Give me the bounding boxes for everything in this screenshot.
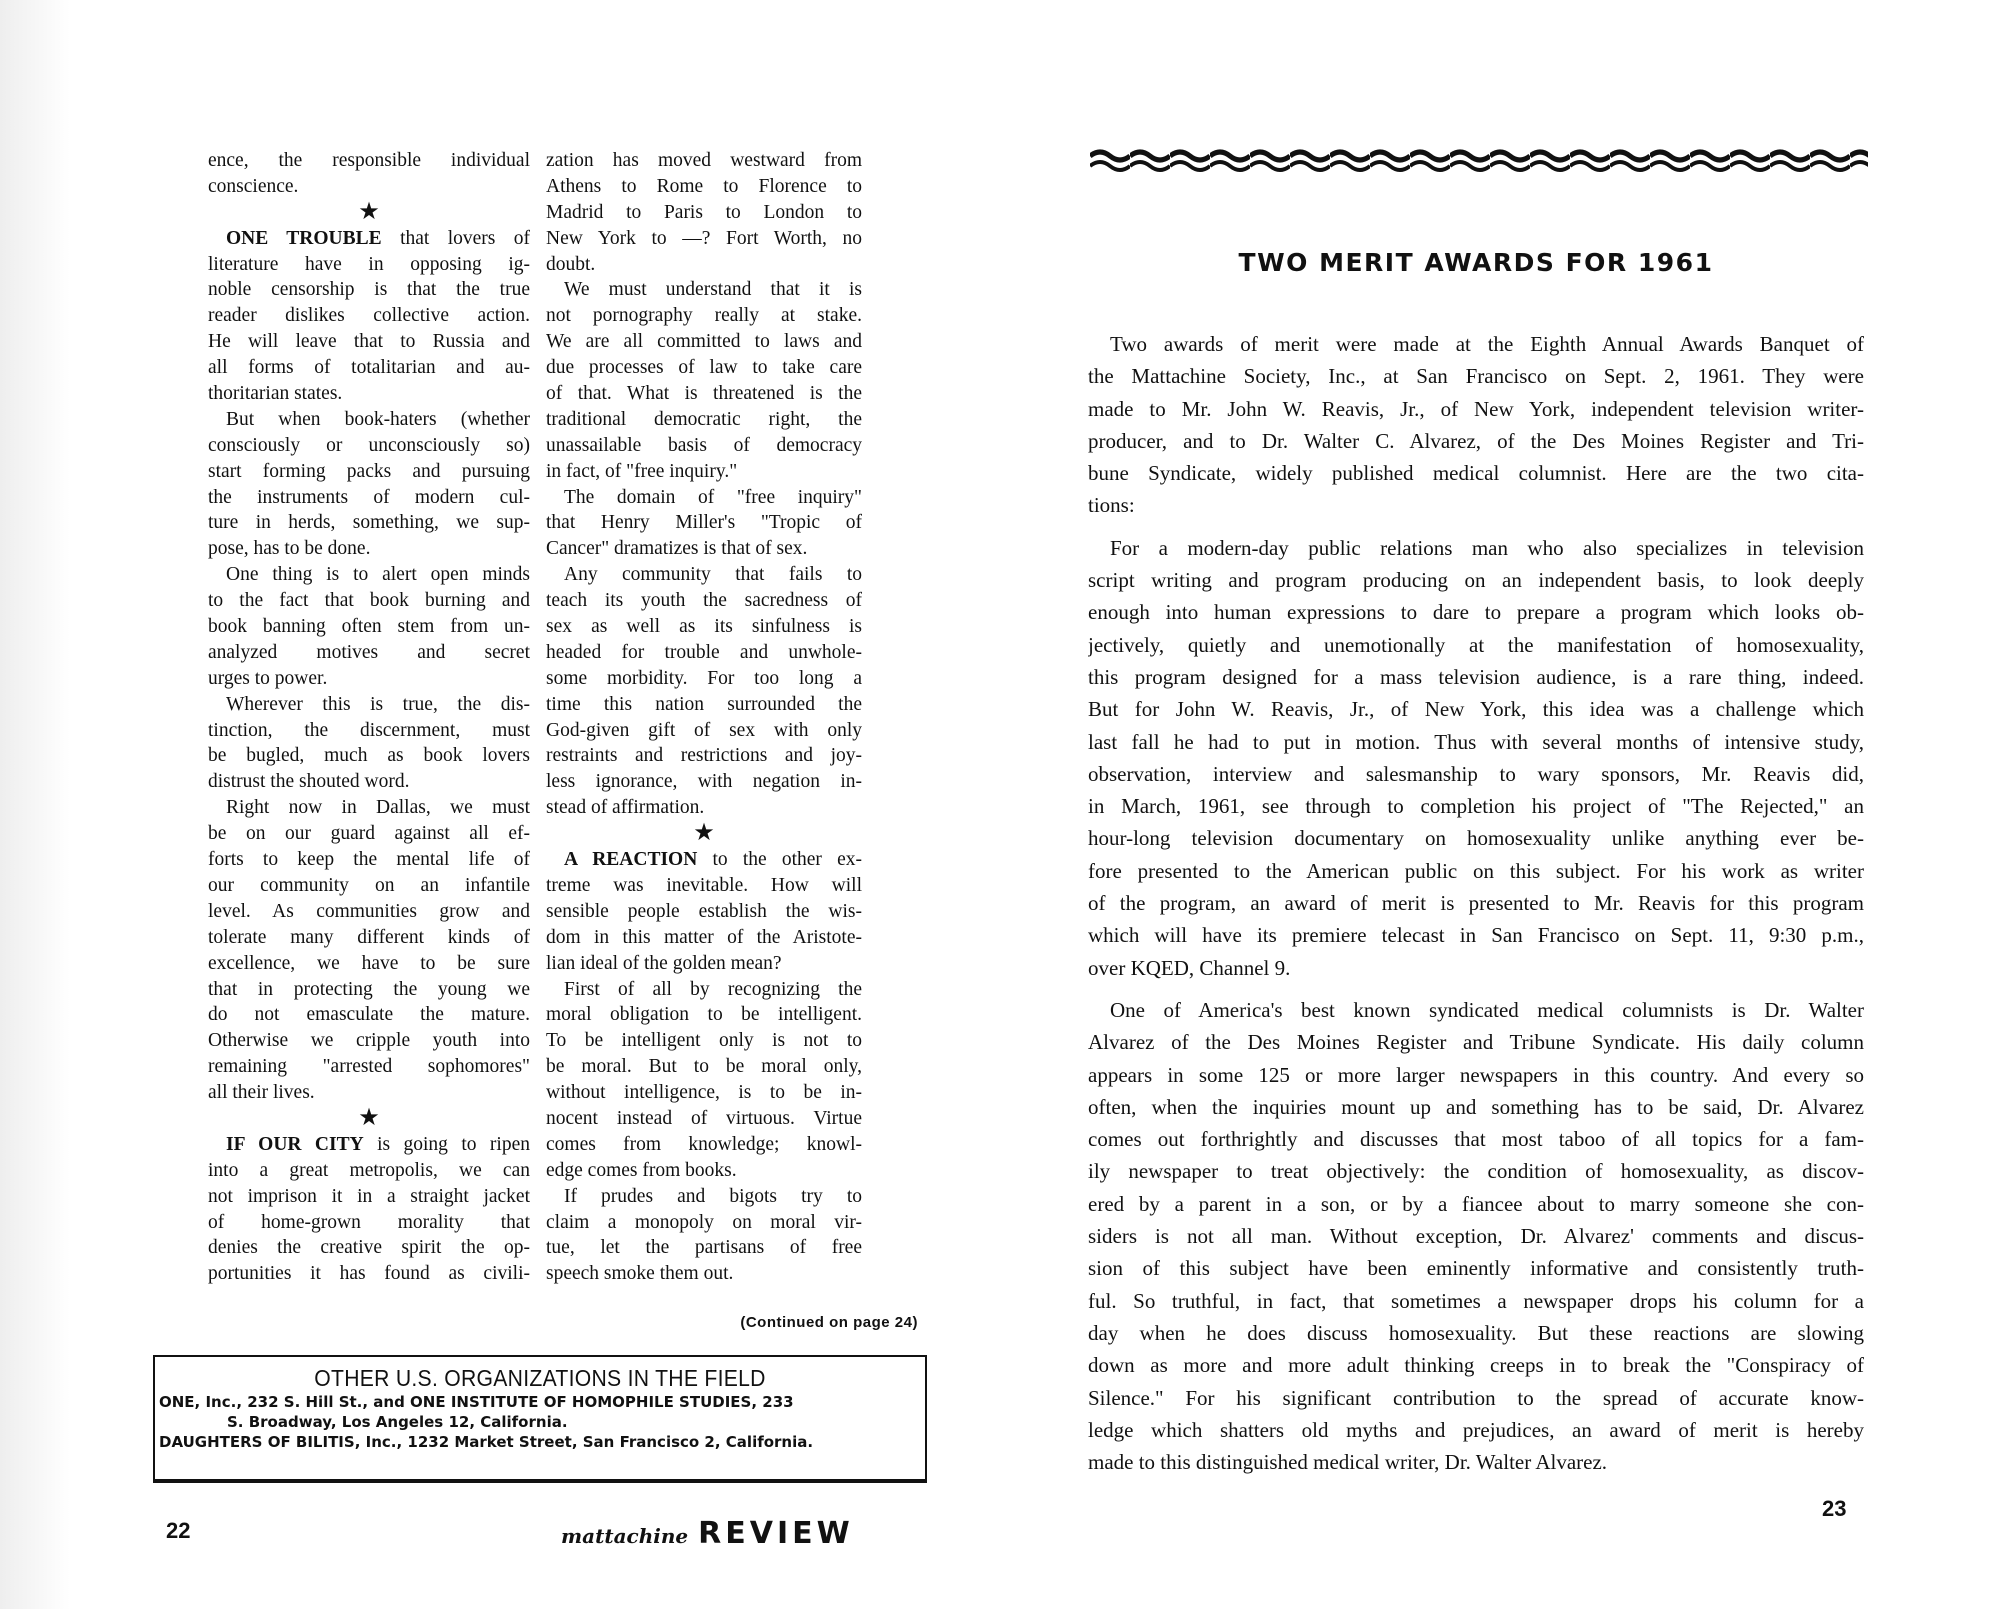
paragraph-line: analyzed motives and secret (208, 641, 530, 663)
paragraph-line: speech smoke them out. (546, 1263, 734, 1285)
paragraph-line: of home-grown morality that (208, 1211, 530, 1233)
paragraph-line: producer, and to Dr. Walter C. Alvarez, of the Des Moines Register and Tri- (1088, 428, 1864, 453)
paragraph-line: ful. So truthful, in fact, that sometimes a newspaper drops his column for a (1088, 1288, 1864, 1313)
paragraph-line: denies the creative spirit the op- (208, 1237, 530, 1259)
paragraph-line: headed for trouble and unwhole- (546, 641, 862, 663)
paragraph-line: level. As communities grow and (208, 900, 530, 922)
paragraph-line: not pornography really at stake. (546, 305, 862, 327)
paragraph-line: One thing is to alert open minds (226, 564, 530, 586)
paragraph-line: Silence." For his significant contribution to the spread of accurate know- (1088, 1385, 1864, 1410)
paragraph-gap (1088, 522, 1864, 532)
left-column-1 (208, 148, 530, 1287)
paragraph-line: treme was inevitable. How will (546, 874, 862, 896)
article-title: TWO MERIT AWARDS FOR 1961 (1238, 248, 1714, 277)
paragraph-line: to the fact that book burning and (208, 590, 530, 612)
paragraph-line: Athens to Rome to Florence to (546, 175, 862, 197)
page-number-left: 22 (166, 1518, 191, 1543)
paragraph-line: First of all by recognizing the (564, 978, 862, 1000)
paragraph-line: observation, interview and salesmanship to wary sponsors, Mr. Reavis did, (1088, 761, 1864, 786)
paragraph-line: sion of this subject have been eminently informative and consistently truth- (1088, 1256, 1864, 1281)
paragraph-line: dom in this matter of the Aristote- (546, 926, 862, 948)
paragraph-line: ily newspaper to treat objectively: the condition of homosexuality, as discov- (1088, 1159, 1864, 1184)
paragraph-line: doubt. (546, 253, 596, 275)
paragraph-line: lian ideal of the golden mean? (546, 952, 782, 974)
paragraph-line: made to Mr. John W. Reavis, Jr., of New York, independent television writer- (1088, 396, 1864, 421)
paragraph-line: distrust the shouted word. (208, 771, 410, 793)
paragraph-line: Right now in Dallas, we must (226, 797, 530, 819)
box-line: DAUGHTERS OF BILITIS, Inc., 1232 Market Street, San Francisco 2, California. (159, 1433, 814, 1451)
paragraph-line: moral obligation to be intelligent. (546, 1004, 862, 1026)
paragraph-line: that in protecting the young we (208, 978, 530, 1000)
paragraph-line: urges to power. (208, 667, 328, 689)
paragraph-line: The domain of "free inquiry" (564, 486, 862, 508)
paragraph-line: the instruments of modern cul- (208, 486, 530, 508)
wavy-rule-ornament (1090, 146, 1868, 176)
paragraph-line: of that. What is threatened is the (546, 383, 862, 405)
paragraph-line: hour-long television documentary on homosexuality unlike anything ever be- (1088, 826, 1864, 851)
box-title: OTHER U.S. ORGANIZATIONS IN THE FIELD (314, 1365, 766, 1391)
paragraph-line: We must understand that it is (564, 279, 862, 301)
paragraph-line: traditional democratic right, the (546, 408, 862, 430)
paragraph-line: appears in some 125 or more larger newspapers in this country. And every so (1088, 1062, 1864, 1087)
paragraph-line: fore presented to the American public on this subject. For his work as writer (1088, 858, 1864, 883)
paragraph-line: last fall he had to put in motion. Thus with several months of intensive study, (1088, 729, 1864, 754)
paragraph-line: due processes of law to take care (546, 357, 862, 379)
paragraph-line: comes out forthrightly and discusses that most taboo of all topics for a fam- (1088, 1127, 1864, 1152)
paragraph-line: start forming packs and pursuing (208, 460, 530, 482)
paragraph-line: Alvarez of the Des Moines Register and Tribune Syndicate. His daily column (1088, 1030, 1864, 1055)
paragraph-lead: IF OUR CITY (226, 1133, 364, 1155)
paragraph-line: be on our guard against all ef- (208, 823, 530, 845)
paragraph-line: Any community that fails to (564, 564, 862, 586)
box-line: ONE, Inc., 232 S. Hill St., and ONE INSTITUTE OF HOMOPHILE STUDIES, 233 (159, 1393, 794, 1411)
paragraph-line: forts to keep the mental life of (208, 849, 530, 871)
paragraph-line: zation has moved westward from (546, 150, 862, 171)
star-separator: ★ (693, 821, 715, 847)
paragraph-lead: ONE TROUBLE (226, 227, 382, 249)
left-column-2 (546, 148, 862, 1287)
masthead-script: mattachine (561, 1524, 689, 1548)
page-number-right: 23 (1822, 1496, 1847, 1521)
paragraph-line: in fact, of "free inquiry." (546, 460, 738, 482)
paragraph-line: Cancer" dramatizes is that of sex. (546, 538, 808, 560)
masthead-footer (561, 1516, 854, 1551)
paragraph-line: reader dislikes collective action. (208, 305, 530, 327)
star-separator: ★ (358, 199, 380, 225)
paragraph-line: often, when the inquiries mount up and something has to be said, Dr. Alvarez (1088, 1094, 1864, 1119)
paragraph-line: sensible people establish the wis- (546, 900, 862, 922)
paragraph-line: Two awards of merit were made at the Eighth Annual Awards Banquet of (1110, 332, 1864, 356)
paragraph-line: our community on an infantile (208, 874, 530, 896)
paragraph-line: script writing and program producing on an independent basis, to look deeply (1088, 568, 1864, 593)
organizations-box (153, 1355, 927, 1483)
paragraph-line: thoritarian states. (208, 383, 343, 405)
paragraph-line: tinction, the discernment, must (208, 719, 530, 741)
paragraph-line: restraints and restrictions and joy- (546, 745, 862, 767)
paragraph-line: ence, the responsible individual (208, 150, 530, 171)
paragraph-line: If prudes and bigots try to (564, 1185, 862, 1207)
paragraph-line: do not emasculate the mature. (208, 1004, 530, 1026)
paragraph-line: Otherwise we cripple youth into (208, 1030, 530, 1052)
line-text: to the other ex- (697, 849, 862, 871)
paragraph-line: literature have in opposing ig- (208, 253, 530, 275)
paragraph-line: be bugled, much as book lovers (208, 745, 530, 767)
paragraph-line: into a great metropolis, we can (208, 1159, 530, 1181)
paragraph-line: We are all committed to laws and (546, 331, 862, 353)
paragraph-line: remaining "arrested sophomores" (208, 1056, 530, 1078)
paragraph-line: time this nation surrounded the (546, 693, 862, 715)
paragraph-line: portunities it has found as civili- (208, 1263, 530, 1285)
paragraph-line: noble censorship is that the true (208, 279, 530, 301)
paragraph-line: all forms of totalitarian and au- (208, 357, 530, 379)
paragraph-line: down as more and more adult thinking creeps in to break the "Conspiracy of (1088, 1353, 1864, 1378)
paragraph-line: book banning often stem from un- (208, 616, 530, 638)
paragraph-line: not imprison it in a straight jacket (208, 1185, 530, 1207)
paragraph-line: day when he does discuss homosexuality. But these reactions are slowing (1088, 1320, 1864, 1345)
paragraph-line: But for John W. Reavis, Jr., of New York, this idea was a challenge which (1088, 697, 1864, 722)
box-line: S. Broadway, Los Angeles 12, California. (227, 1413, 568, 1431)
paragraph-line: One of America's best known syndicated medical columnists is Dr. Walter (1110, 997, 1864, 1022)
paragraph-line: tions: (1088, 493, 1135, 518)
paragraph-line (208, 226, 530, 252)
paragraph-line: made to this distinguished medical writer, Dr. Walter Alvarez. (1088, 1450, 1608, 1475)
paragraph-line: God-given gift of sex with only (546, 719, 862, 741)
paragraph-line: teach its youth the sacredness of (546, 590, 862, 612)
paragraph-line: But when book-haters (whether (226, 408, 530, 430)
paragraph-line: the Mattachine Society, Inc., at San Francisco on Sept. 2, 1961. They were (1088, 364, 1864, 389)
paragraph-line: in March, 1961, see through to completion his project of "The Rejected," an (1088, 794, 1864, 819)
paragraph-line: Wherever this is true, the dis- (226, 693, 530, 715)
paragraph-line: ered by a parent in a son, or by a fiancee about to marry someone she con- (1088, 1191, 1864, 1216)
paragraph-line: comes from knowledge; knowl- (546, 1133, 862, 1155)
paragraph-line: tolerate many different kinds of (208, 926, 530, 948)
right-article-body (1088, 328, 1864, 1478)
paragraph-line: this program designed for a mass television audience, is a rare thing, indeed. (1088, 664, 1864, 689)
paragraph-line: less ignorance, with negation in- (546, 771, 862, 793)
paragraph-line: He will leave that to Russia and (208, 331, 530, 353)
paragraph-line: excellence, we have to be sure (208, 952, 530, 974)
paragraph-line: which will have its premiere telecast in San Francisco on Sept. 11, 9:30 p.m., (1088, 923, 1864, 948)
page-edge-shadow (0, 0, 70, 1609)
paragraph-line: jectively, quietly and unemotionally at the manifestation of homosexuality, (1088, 632, 1864, 657)
paragraph-line: all their lives. (208, 1082, 315, 1104)
paragraph-line: siders is not all man. Without exception, Dr. Alvarez' comments and discus- (1088, 1224, 1864, 1249)
paragraph-line: some morbidity. For too long a (546, 667, 862, 689)
paragraph-line: over KQED, Channel 9. (1088, 955, 1291, 980)
paragraph-line: of the program, an award of merit is presented to Mr. Reavis for this program (1088, 891, 1864, 916)
paragraph-line: ture in herds, something, we sup- (208, 512, 530, 534)
paragraph-line: claim a monopoly on moral vir- (546, 1211, 862, 1233)
paragraph-line: be moral. But to be moral only, (546, 1056, 862, 1078)
line-text: that lovers of (381, 227, 530, 249)
continued-note: (Continued on page 24) (740, 1314, 918, 1331)
paragraph-line: edge comes from books. (546, 1159, 737, 1181)
paragraph-line: conscience. (208, 175, 299, 197)
paragraph-line: without intelligence, is to be in- (546, 1082, 862, 1104)
masthead-review: REVIEW (698, 1516, 854, 1551)
paragraph-line: bune Syndicate, widely published medical columnist. Here are the two cita- (1088, 461, 1864, 486)
paragraph-line: tue, let the partisans of free (546, 1237, 862, 1259)
paragraph-line: stead of affirmation. (546, 797, 705, 819)
paragraph-line: that Henry Miller's "Tropic of (546, 512, 862, 534)
paragraph-line: Madrid to Paris to London to (546, 201, 862, 223)
paragraph-line: enough into human expressions to dare to prepare a program which looks ob- (1088, 600, 1864, 625)
paragraph-line: New York to —? Fort Worth, no (546, 227, 862, 249)
paragraph-line: To be intelligent only is not to (546, 1030, 862, 1052)
paragraph-line: unassailable basis of democracy (546, 434, 862, 456)
paragraph-line: pose, has to be done. (208, 538, 371, 560)
paragraph-line: For a modern-day public relations man who also specializes in television (1110, 535, 1864, 560)
line-text: is going to ripen (363, 1133, 530, 1155)
star-separator: ★ (358, 1105, 380, 1131)
paragraph-line (546, 847, 862, 873)
paragraph-gap (1088, 984, 1864, 994)
paragraph-line: ledge which shatters old myths and prejudices, an award of merit is hereby (1088, 1417, 1864, 1442)
paragraph-line (208, 1132, 530, 1158)
paragraph-lead: A REACTION (564, 849, 698, 871)
paragraph-line: nocent instead of virtuous. Virtue (546, 1107, 862, 1129)
paragraph-line: consciously or unconsciously so) (208, 434, 530, 456)
paragraph-line: sex as well as its sinfulness is (546, 616, 862, 638)
